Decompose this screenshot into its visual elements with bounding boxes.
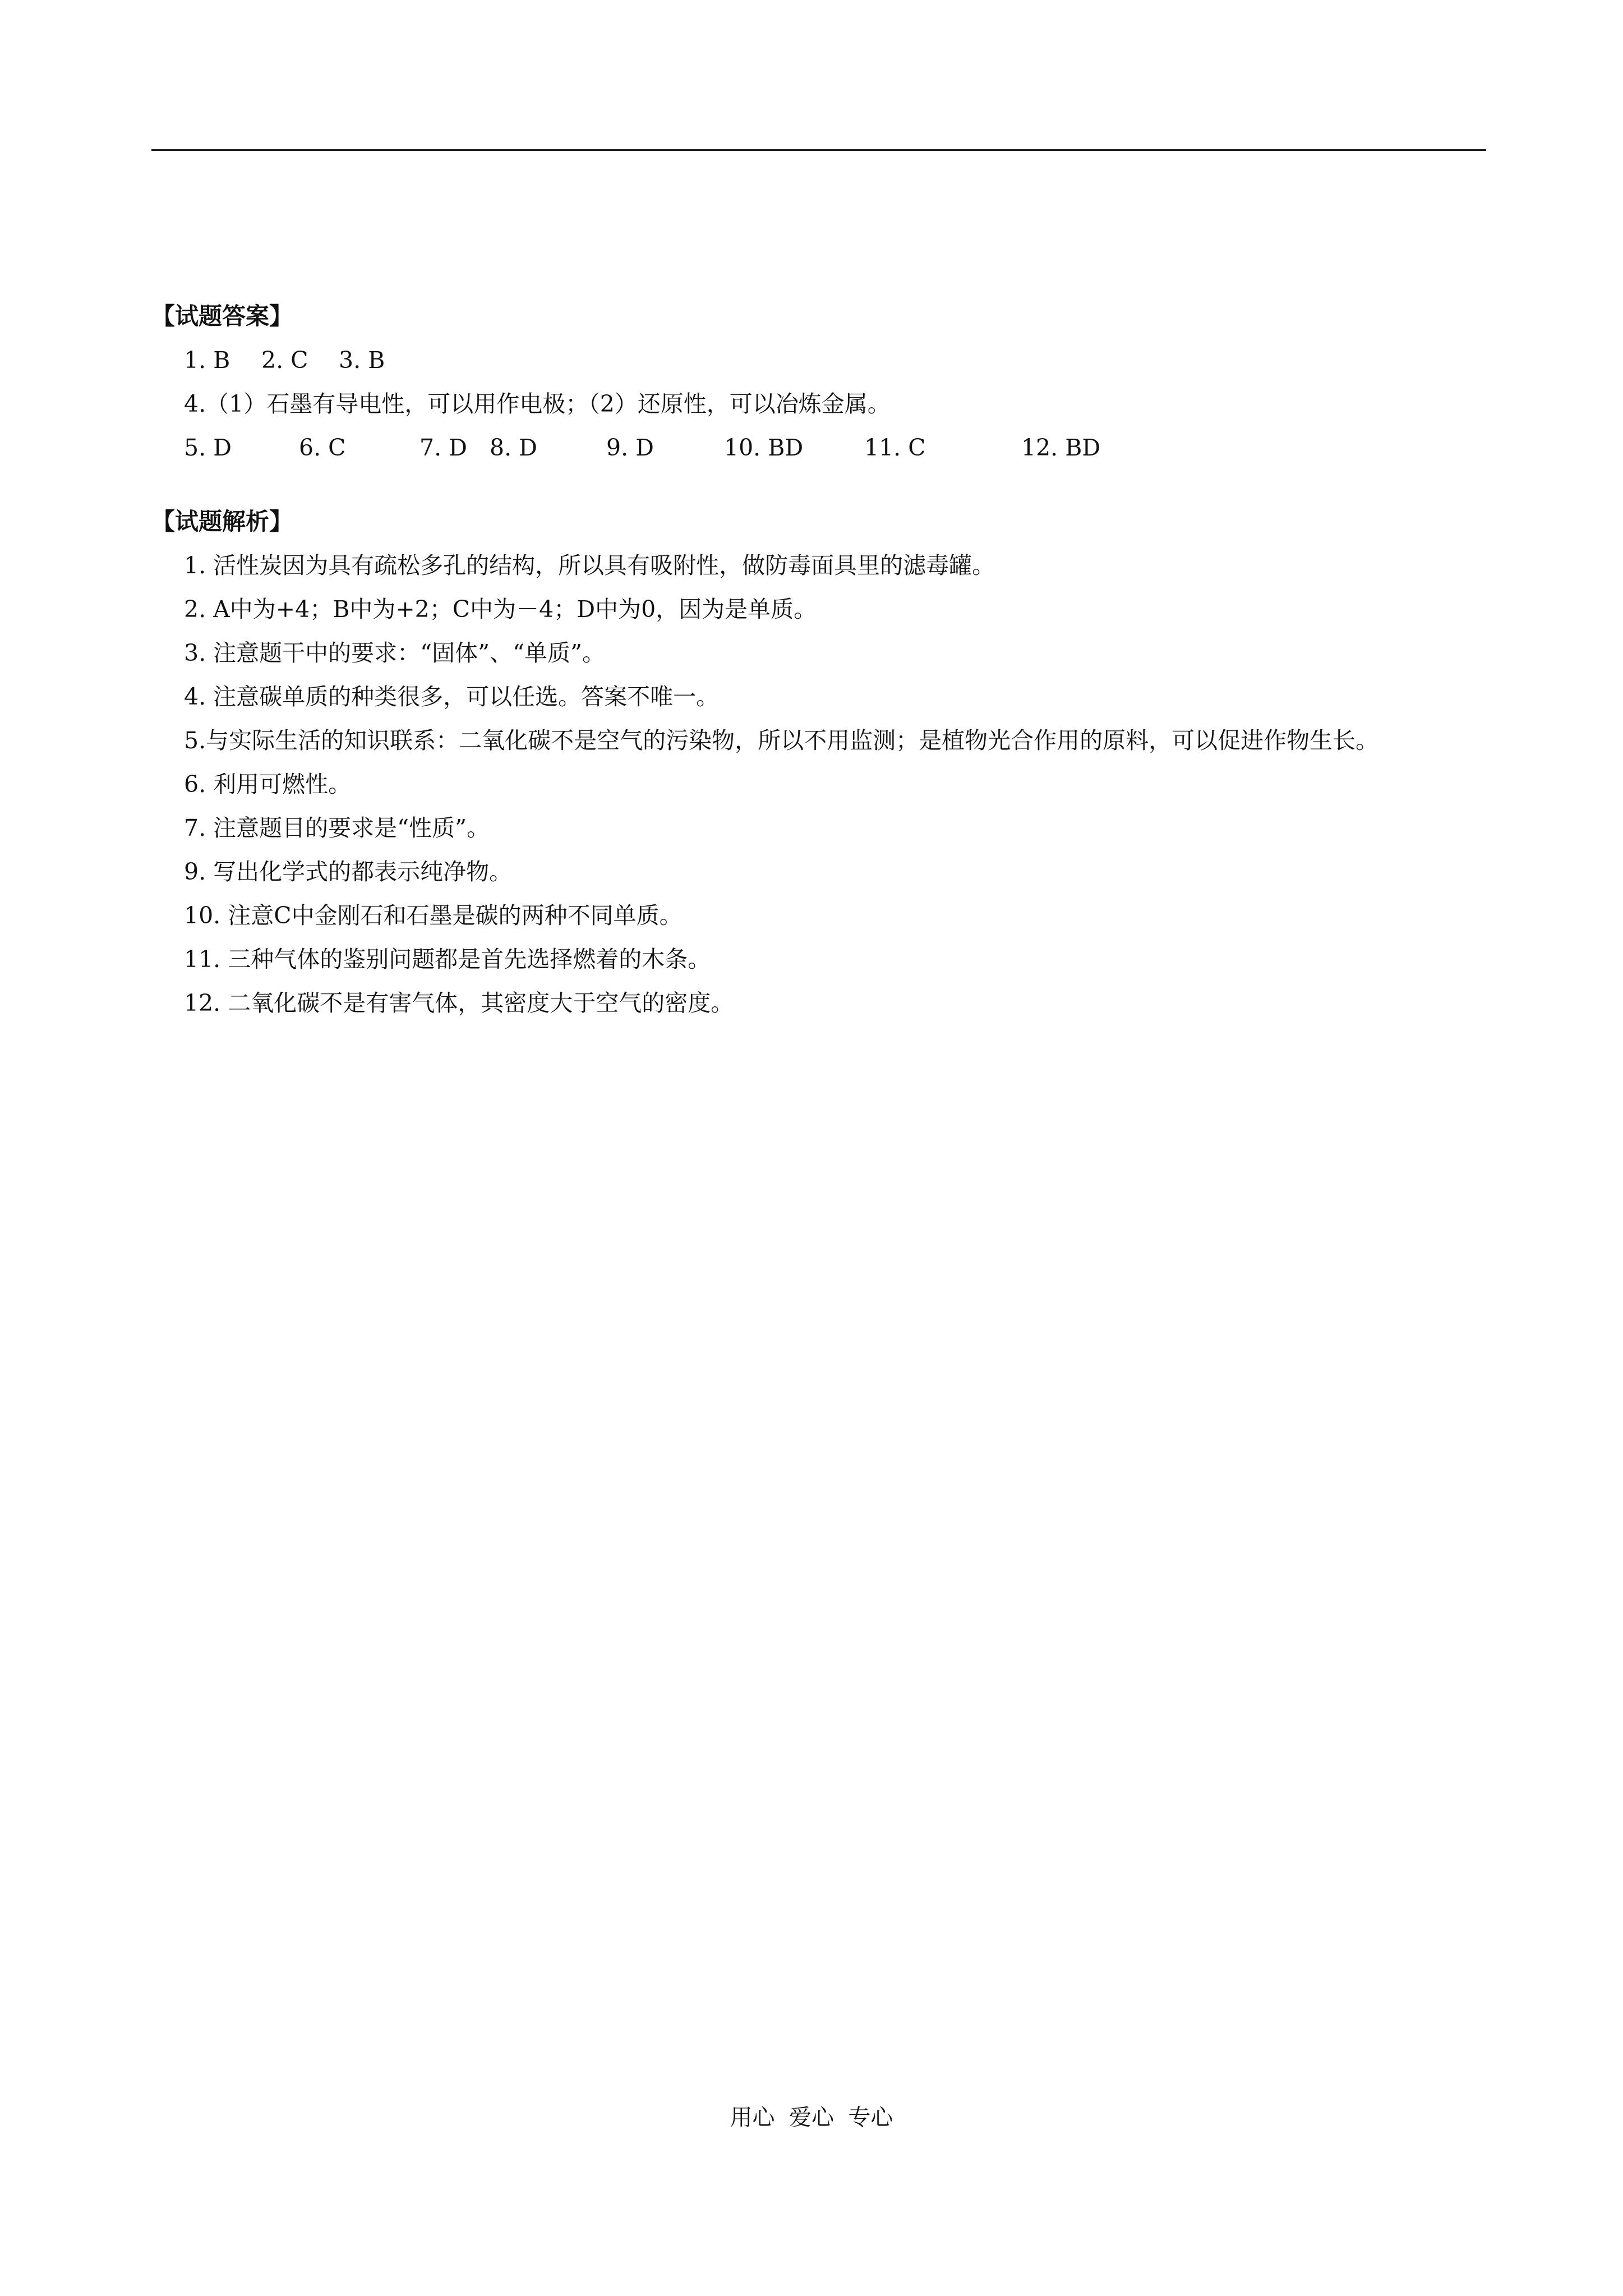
answer-5: 5. D (184, 434, 232, 461)
analysis-item-6: 6. 利用可燃性。 (184, 771, 352, 798)
answers-heading: 【试题答案】 (151, 302, 293, 330)
answer-4: 4.（1）石墨有导电性，可以用作电极；（2）还原性，可以冶炼金属。 (184, 390, 891, 417)
page-content (151, 295, 1486, 1025)
analysis-item-2: 2. A中为+4；B中为+2；C中为－4；D中为0，因为是单质。 (184, 596, 817, 623)
answer-6: 6. C (299, 434, 346, 461)
header-rule (151, 149, 1486, 151)
analysis-heading: 【试题解析】 (151, 508, 293, 535)
answer-1: 1. B (184, 347, 230, 374)
answer-10: 10. BD (724, 434, 804, 461)
analysis-item-12: 12. 二氧化碳不是有害气体，其密度大于空气的密度。 (184, 990, 734, 1016)
analysis-item-5: 5.与实际生活的知识联系：二氧化碳不是空气的污染物，所以不用监测；是植物光合作用的原料，可以促进作物生长。 (184, 727, 1379, 754)
answers-row-1 (151, 338, 1486, 382)
analysis-item-9: 9. 写出化学式的都表示纯净物。 (184, 858, 513, 885)
answer-8: 8. D (490, 434, 538, 461)
analysis-item-7: 7. 注意题目的要求是“性质”。 (184, 815, 490, 841)
answer-7: 7. D (419, 434, 468, 461)
analysis-item-3: 3. 注意题干中的要求：“固体”、“单质”。 (184, 639, 605, 666)
answer-9: 9. D (606, 434, 654, 461)
analysis-item-1: 1. 活性炭因为具有疏松多孔的结构，所以具有吸附性，做防毒面具里的滤毒罐。 (184, 552, 995, 579)
answer-11: 11. C (864, 434, 926, 461)
analysis-item-11: 11. 三种气体的鉴别问题都是首先选择燃着的木条。 (184, 946, 711, 973)
analysis-item-10: 10. 注意C中金刚石和石墨是碳的两种不同单质。 (184, 902, 683, 929)
answer-3: 3. B (339, 347, 385, 374)
analysis-item-4: 4. 注意碳单质的种类很多，可以任选。答案不唯一。 (184, 683, 720, 710)
answer-12: 12. BD (1021, 434, 1101, 461)
answers-row-3 (151, 426, 1486, 470)
page-footer: 用心 爱心 专心 (730, 2105, 893, 2131)
answer-2: 2. C (261, 347, 308, 374)
